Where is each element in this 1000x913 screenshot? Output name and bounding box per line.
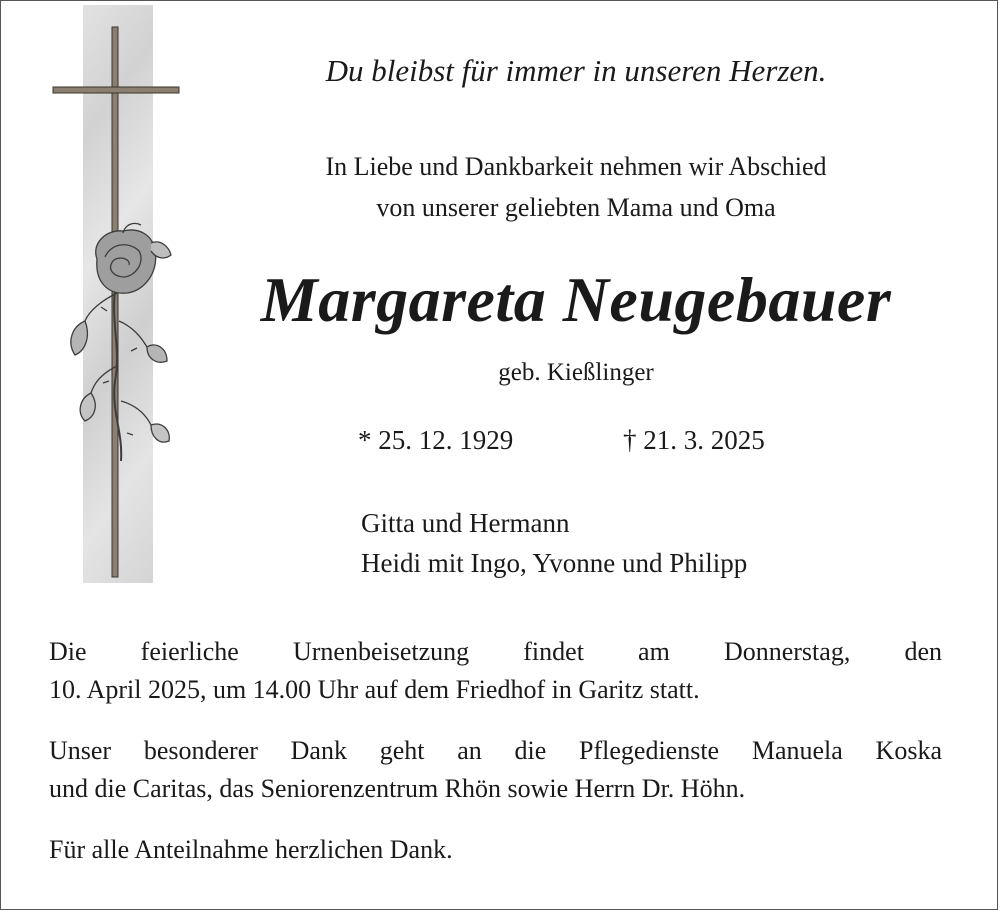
intro-line-2: von unserer geliebten Mama und Oma (376, 193, 776, 222)
cross-with-rose-icon (41, 21, 191, 581)
cross-icon (53, 27, 179, 577)
death-date: † 21. 3. 2025 (623, 425, 765, 455)
thanks-line-1: Unser besonderer Dank geht an die Pflegedienste Manuela Koska (49, 736, 942, 765)
thanks-line-2: und die Caritas, das Seniorenzentrum Rhön sowie Herrn Dr. Höhn. (49, 774, 746, 803)
deceased-name: Margareta Neugebauer (260, 264, 892, 335)
maiden-name: geb. Kießlinger (498, 359, 654, 386)
rose-icon (71, 223, 171, 461)
funeral-line-2: 10. April 2025, um 14.00 Uhr auf dem Friedhof in Garitz statt. (49, 675, 700, 704)
motto: Du bleibst für immer in unseren Herzen. (325, 53, 827, 88)
birth-date: * 25. 12. 1929 (358, 425, 514, 455)
mourner-line: Gitta und Hermann (361, 508, 570, 538)
mourner-line: Heidi mit Ingo, Yvonne und Philipp (361, 548, 748, 578)
funeral-announcement (49, 633, 942, 709)
intro-text (221, 146, 931, 228)
funeral-line-1: Die feierliche Urnenbeisetzung findet am Donnerstag, den (49, 637, 942, 666)
closing-thanks: Für alle Anteilnahme herzlichen Dank. (49, 835, 453, 864)
intro-line-1: In Liebe und Dankbarkeit nehmen wir Abschied (325, 152, 827, 181)
thanks-paragraph (49, 732, 942, 808)
mourners-list (361, 503, 747, 583)
